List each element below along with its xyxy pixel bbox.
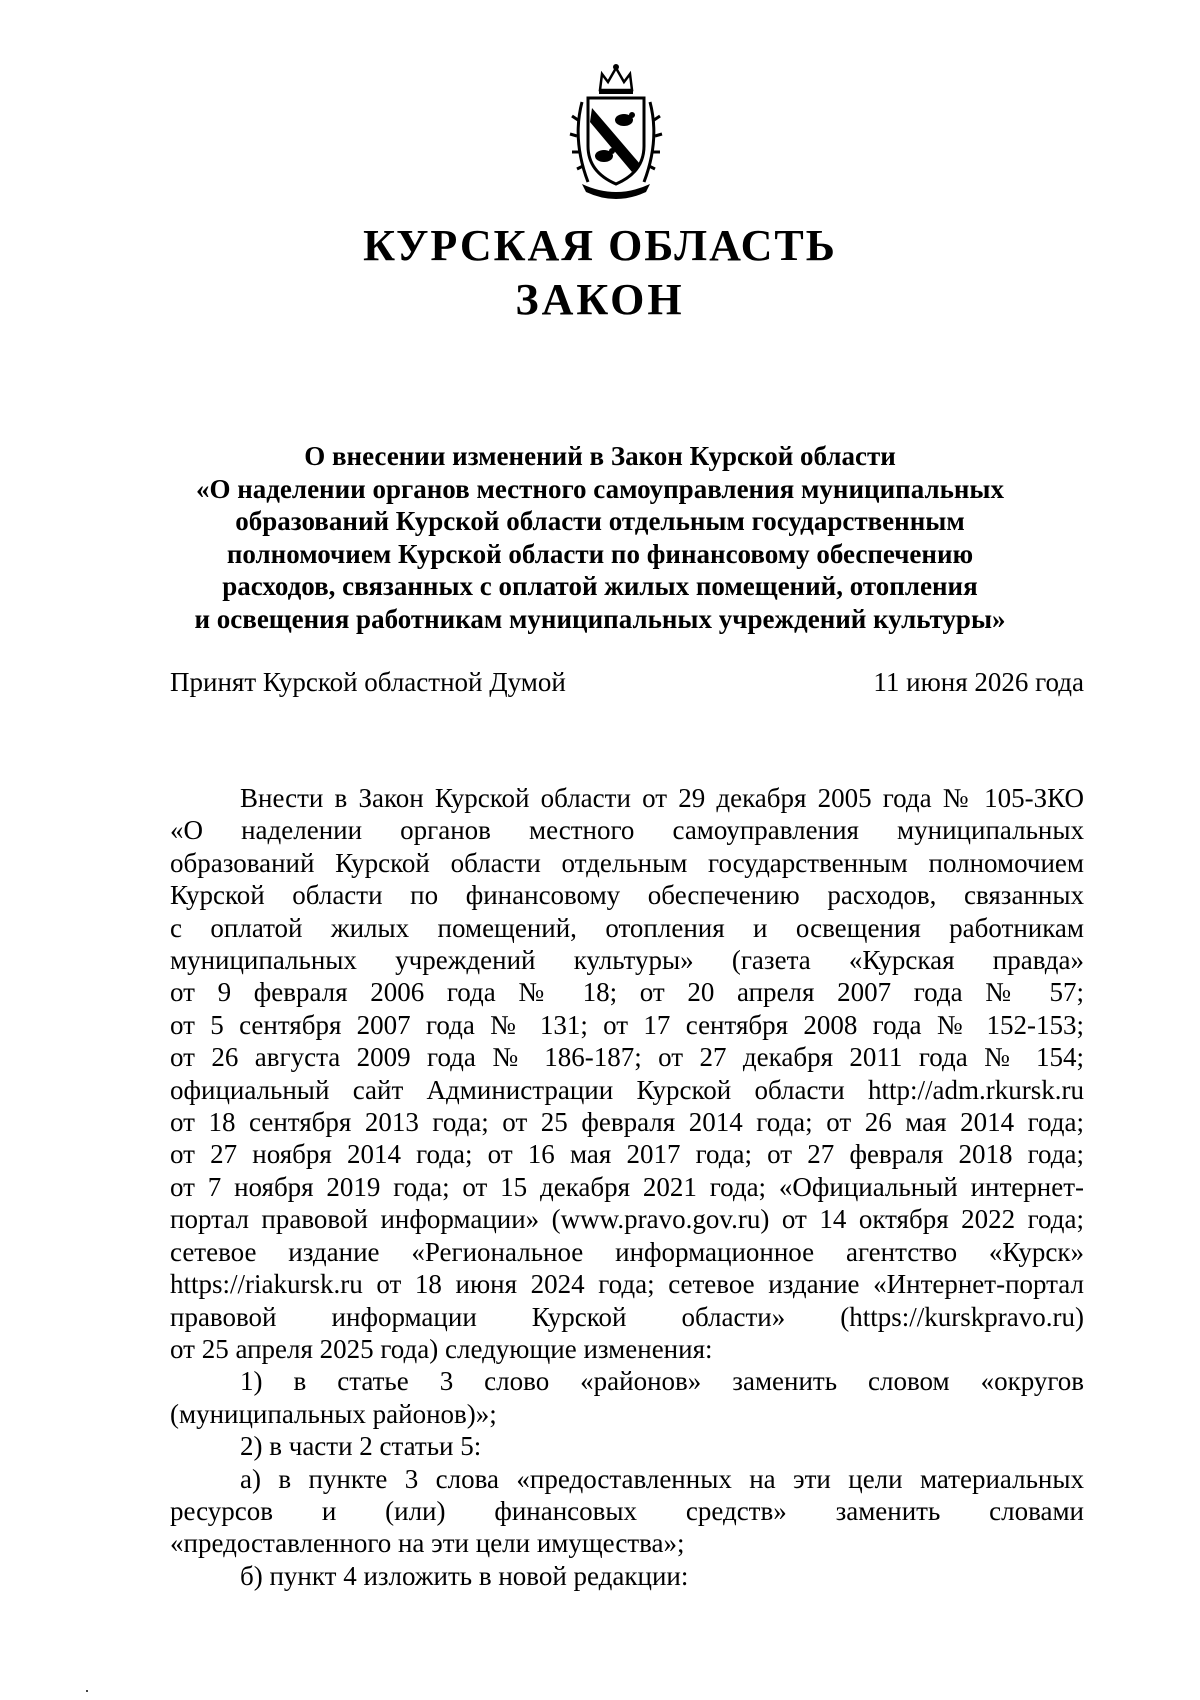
body-line: а) в пункте 3 слова «предоставленных на эти цели материальных: [240, 1463, 1084, 1494]
heading-line: «О наделении органов местного самоуправления муниципальных: [195, 473, 1005, 504]
body-line: (муниципальных районов)»;: [170, 1398, 497, 1429]
body-line: от 25 апреля 2025 года) следующие изменения:: [170, 1333, 713, 1364]
body-line: от 9 февраля 2006 года № 18; от 20 апреля 2007 года № 57;: [170, 977, 1084, 1008]
body-line: от 18 сентября 2013 года; от 25 февраля 2014 года; от 26 мая 2014 года;: [170, 1107, 1084, 1138]
body-line: от 27 ноября 2014 года; от 16 мая 2017 года; от 27 февраля 2018 года;: [170, 1139, 1084, 1170]
body-line: б) пункт 4 изложить в новой редакции:: [240, 1560, 689, 1591]
adoption-line: [170, 666, 1084, 698]
region-title: КУРСКАЯ ОБЛАСТЬ: [363, 221, 837, 270]
heading-line: полномочием Курской области по финансовому обеспечению: [226, 538, 974, 569]
adopted-by: Принят Курской областной Думой: [170, 667, 566, 697]
body-line: https://riakursk.ru от 18 июня 2024 года; сетевое издание «Интернет-портал: [170, 1269, 1084, 1300]
scan-speck: [86, 1690, 88, 1692]
body-line: «О наделении органов местного самоуправления муниципальных: [170, 815, 1084, 846]
document-type-title: ЗАКОН: [515, 275, 685, 324]
body-line: Курской области по финансовому обеспечению расходов, связанных: [170, 880, 1084, 911]
body-line: правовой информации Курской области» (https://kurskpravo.ru): [170, 1301, 1084, 1332]
heading-line: и освещения работникам муниципальных учреждений культуры»: [194, 603, 1006, 634]
document-body: [170, 782, 1084, 1592]
body-line: 2) в части 2 статьи 5:: [240, 1431, 482, 1462]
heading-line: образований Курской области отдельным государственным: [235, 506, 965, 536]
heading-line: расходов, связанных с оплатой жилых помещений, отопления: [222, 571, 978, 601]
body-line: муниципальных учреждений культуры» (газета «Курская правда»: [170, 945, 1084, 976]
body-line: сетевое издание «Региональное информационное агентство «Курск»: [170, 1236, 1084, 1267]
adoption-date: 11 июня 2026 года: [873, 667, 1084, 697]
body-line: ресурсов и (или) финансовых средств» заменить словами: [170, 1495, 1084, 1526]
body-line: 1) в статье 3 слово «районов» заменить словом «округов: [240, 1366, 1084, 1397]
body-line: портал правовой информации» (www.pravo.gov.ru) от 14 октября 2022 года;: [170, 1204, 1084, 1235]
body-line: официальный сайт Администрации Курской области http://adm.rkursk.ru: [170, 1074, 1084, 1105]
body-line: Внести в Закон Курской области от 29 декабря 2005 года № 105-ЗКО: [240, 783, 1084, 813]
body-line: с оплатой жилых помещений, отопления и освещения работникам: [170, 912, 1084, 943]
body-line: от 7 ноября 2019 года; от 15 декабря 2021 года; «Официальный интернет-: [170, 1171, 1084, 1202]
body-line: от 26 августа 2009 года № 186-187; от 27 декабря 2011 года № 154;: [170, 1042, 1084, 1073]
body-line: от 5 сентября 2007 года № 131; от 17 сентября 2008 года № 152-153;: [170, 1009, 1084, 1040]
body-line: образований Курской области отдельным государственным полномочием: [170, 847, 1084, 878]
coat-of-arms-icon: [552, 60, 680, 200]
heading-line: О внесении изменений в Закон Курской области: [304, 441, 896, 471]
law-heading: [160, 440, 1040, 635]
coat-of-arms-emblem: [552, 60, 680, 200]
body-line: «предоставленного на эти цели имущества»;: [170, 1528, 685, 1559]
